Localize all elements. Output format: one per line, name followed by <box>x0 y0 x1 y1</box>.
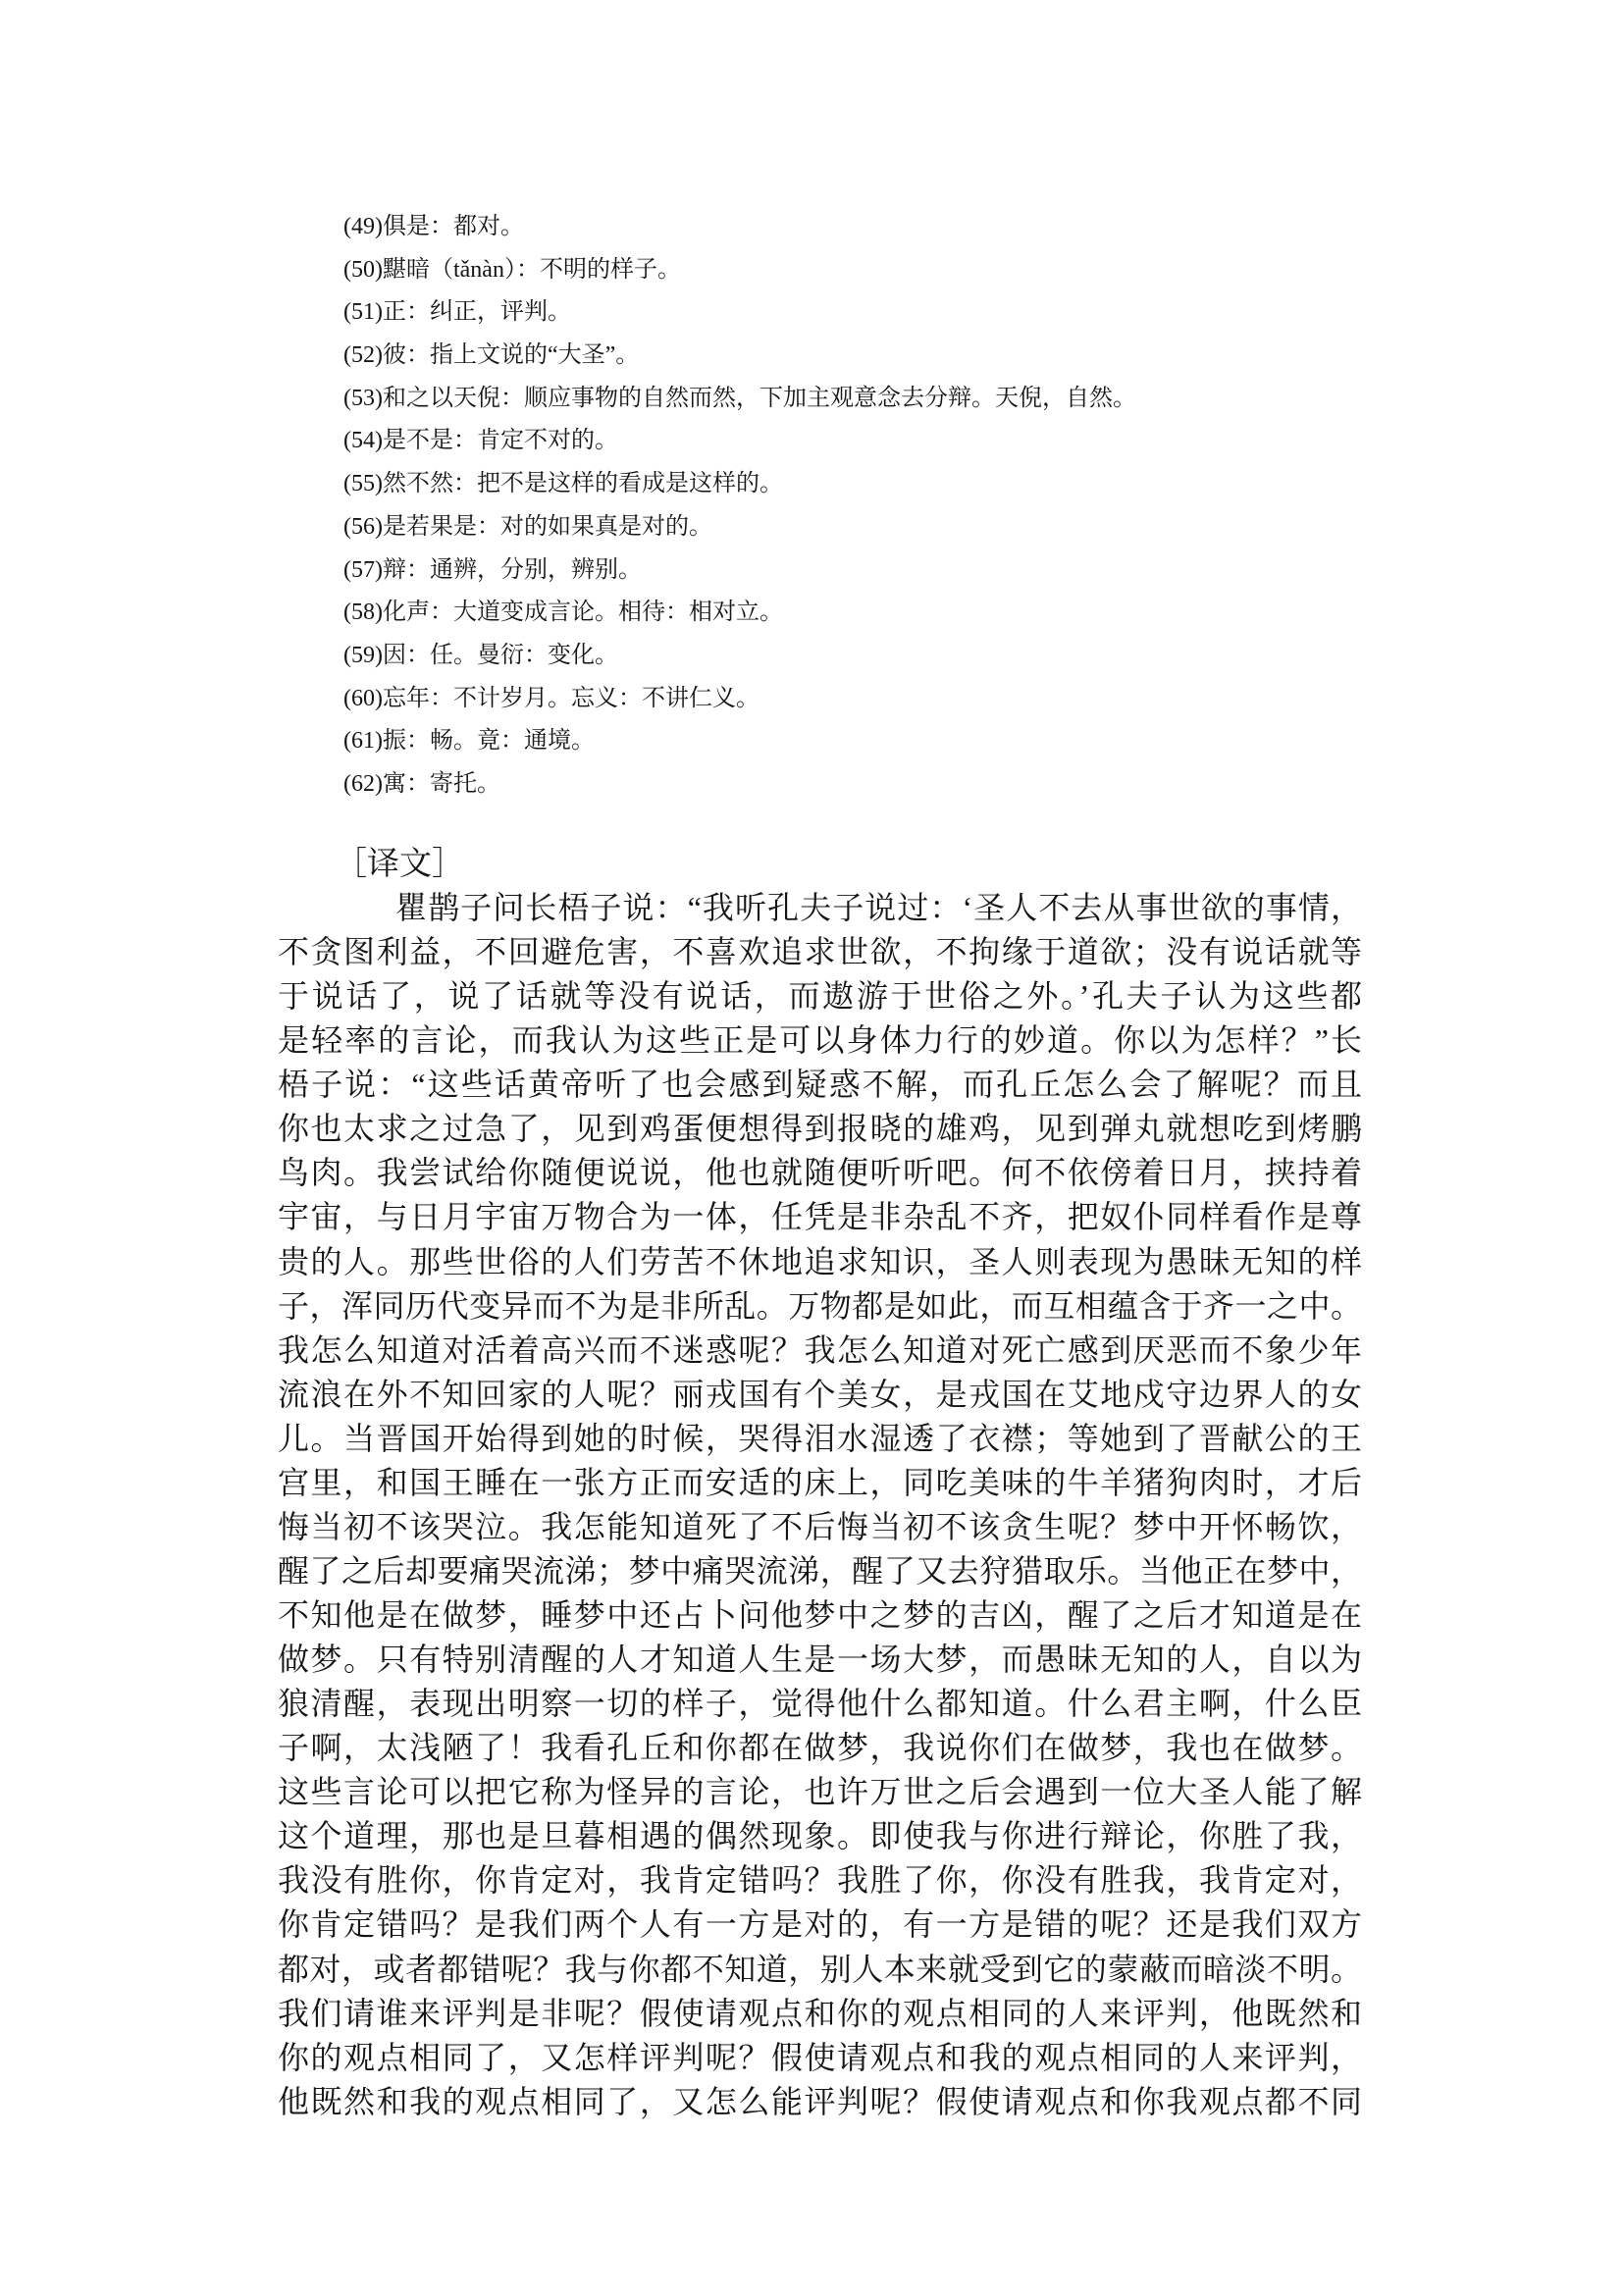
translation-text-line: 梧子说：“这些话黄帝听了也会感到疑惑不解，而孔丘怎么会了解呢？而且 <box>278 1067 1362 1103</box>
translation-text-line: 你也太求之过急了，见到鸡蛋便想得到报晓的雄鸡，见到弹丸就想吃到烤鹏 <box>278 1111 1362 1147</box>
translation-text-line: 做梦。只有特别清醒的人才知道人生是一场大梦，而愚昧无知的人，自以为 <box>278 1642 1362 1678</box>
translation-text-line: 鸟肉。我尝试给你随便说说，他也就随便听听吧。何不依傍着日月，挟持着 <box>278 1155 1362 1191</box>
translation-text-line: 瞿鹊子问长梧子说：“我听孔夫子说过：‘圣人不去从事世欲的事情， <box>395 890 1362 925</box>
translation-text-line: 宇宙，与日月宇宙万物合为一体，任凭是非杂乱不齐，把奴仆同样看作是尊 <box>278 1199 1362 1235</box>
translation-text-line: 你的观点相同了，又怎样评判呢？假使请观点和我的观点相同的人来评判， <box>278 2039 1362 2075</box>
note-line: (62)寓：寄托。 <box>343 770 500 797</box>
translation-text-line: 宫里，和国王睡在一张方正而安适的床上，同吃美味的牛羊猪狗肉时，才后 <box>278 1464 1362 1500</box>
translation-text-line: 于说话了，说了话就等没有说话，而遨游于世俗之外。’孔夫子认为这些都 <box>278 978 1362 1015</box>
translation-heading: ［译文］ <box>335 847 464 882</box>
translation-text-line: 你肯定错吗？是我们两个人有一方是对的，有一方是错的呢？还是我们双方 <box>278 1906 1362 1943</box>
translation-text-line: 狼清醒，表现出明察一切的样子，觉得他什么都知道。什么君主啊，什么臣 <box>278 1686 1362 1722</box>
note-line: (61)振：畅。竟：通境。 <box>343 728 595 755</box>
translation-text-line: 我们请谁来评判是非呢？假使请观点和你的观点相同的人来评判，他既然和 <box>278 1995 1362 2031</box>
translation-text-line: 我怎么知道对活着高兴而不迷惑呢？我怎么知道对死亡感到厌恶而不象少年 <box>278 1331 1362 1368</box>
translation-text-line: 贵的人。那些世俗的人们劳苦不休地追求知识，圣人则表现为愚昧无知的样 <box>278 1243 1362 1279</box>
note-line: (57)辩：通辨，分别，辨别。 <box>343 556 642 583</box>
translation-text-line: 不贪图利益，不回避危害，不喜欢追求世欲，不拘缘于道欲；没有说话就等 <box>278 934 1362 970</box>
note-line: (49)俱是：都对。 <box>343 214 524 239</box>
translation-text-line: 子，浑同历代变异而不为是非所乱。万物都是如此，而互相蕴含于齐一之中。 <box>278 1287 1362 1324</box>
translation-text-line: 他既然和我的观点相同了，又怎么能评判呢？假使请观点和你我观点都不同 <box>278 2083 1362 2119</box>
translation-text-line: 这些言论可以把它称为怪异的言论，也许万世之后会遇到一位大圣人能了解 <box>278 1774 1362 1810</box>
note-line: (51)正：纠正，评判。 <box>343 299 571 326</box>
translation-text-line: 悔当初不该哭泣。我怎能知道死了不后悔当初不该贪生呢？梦中开怀畅饮， <box>278 1508 1362 1544</box>
translation-text-line: 醒了之后却要痛哭流涕；梦中痛哭流涕，醒了又去狩猎取乐。当他正在梦中， <box>278 1552 1362 1589</box>
translation-text-line: 不知他是在做梦，睡梦中还占卜问他梦中之梦的吉凶，醒了之后才知道是在 <box>278 1597 1362 1633</box>
note-line: (56)是若果是：对的如果真是对的。 <box>343 513 712 540</box>
note-line: (59)因：任。曼衍：变化。 <box>343 642 618 668</box>
note-line: (55)然不然：把不是这样的看成是这样的。 <box>343 471 783 497</box>
translation-text-line: 儿。当晋国开始得到她的时候，哭得泪水湿透了衣襟；等她到了晋献公的王 <box>278 1420 1362 1456</box>
note-line: (60)忘年：不计岁月。忘义：不讲仁义。 <box>343 685 760 711</box>
translation-text-line: 子啊，太浅陋了！我看孔丘和你都在做梦，我说你们在做梦，我也在做梦。 <box>278 1730 1362 1766</box>
note-line: (52)彼：指上文说的“大圣”。 <box>343 342 640 369</box>
note-line: (54)是不是：肯定不对的。 <box>343 428 618 454</box>
note-line: (58)化声：大道变成言论。相待：相对立。 <box>343 600 783 626</box>
note-line: (53)和之以天倪：顺应事物的自然而然，下加主观意念去分辩。天倪，自然。 <box>343 385 1136 411</box>
translation-text-line: 是轻率的言论，而我认为这些正是可以身体力行的妙道。你以为怎样？”长 <box>278 1022 1362 1059</box>
translation-text-line: 我没有胜你，你肯定对，我肯定错吗？我胜了你，你没有胜我，我肯定对， <box>278 1862 1362 1899</box>
translation-text-line: 这个道理，那也是旦暮相遇的偶然现象。即使我与你进行辩论，你胜了我， <box>278 1818 1362 1854</box>
translation-text-line: 都对，或者都错呢？我与你都不知道，别人本来就受到它的蒙蔽而暗淡不明。 <box>278 1951 1362 1987</box>
annotation-notes-list <box>343 206 1423 807</box>
translation-paragraph <box>278 886 1362 2124</box>
translation-text-line: 流浪在外不知回家的人呢？丽戎国有个美女，是戎国在艾地戍守边界人的女 <box>278 1376 1362 1412</box>
note-line: (50)黮暗（tǎnàn）：不明的样子。 <box>343 256 681 283</box>
